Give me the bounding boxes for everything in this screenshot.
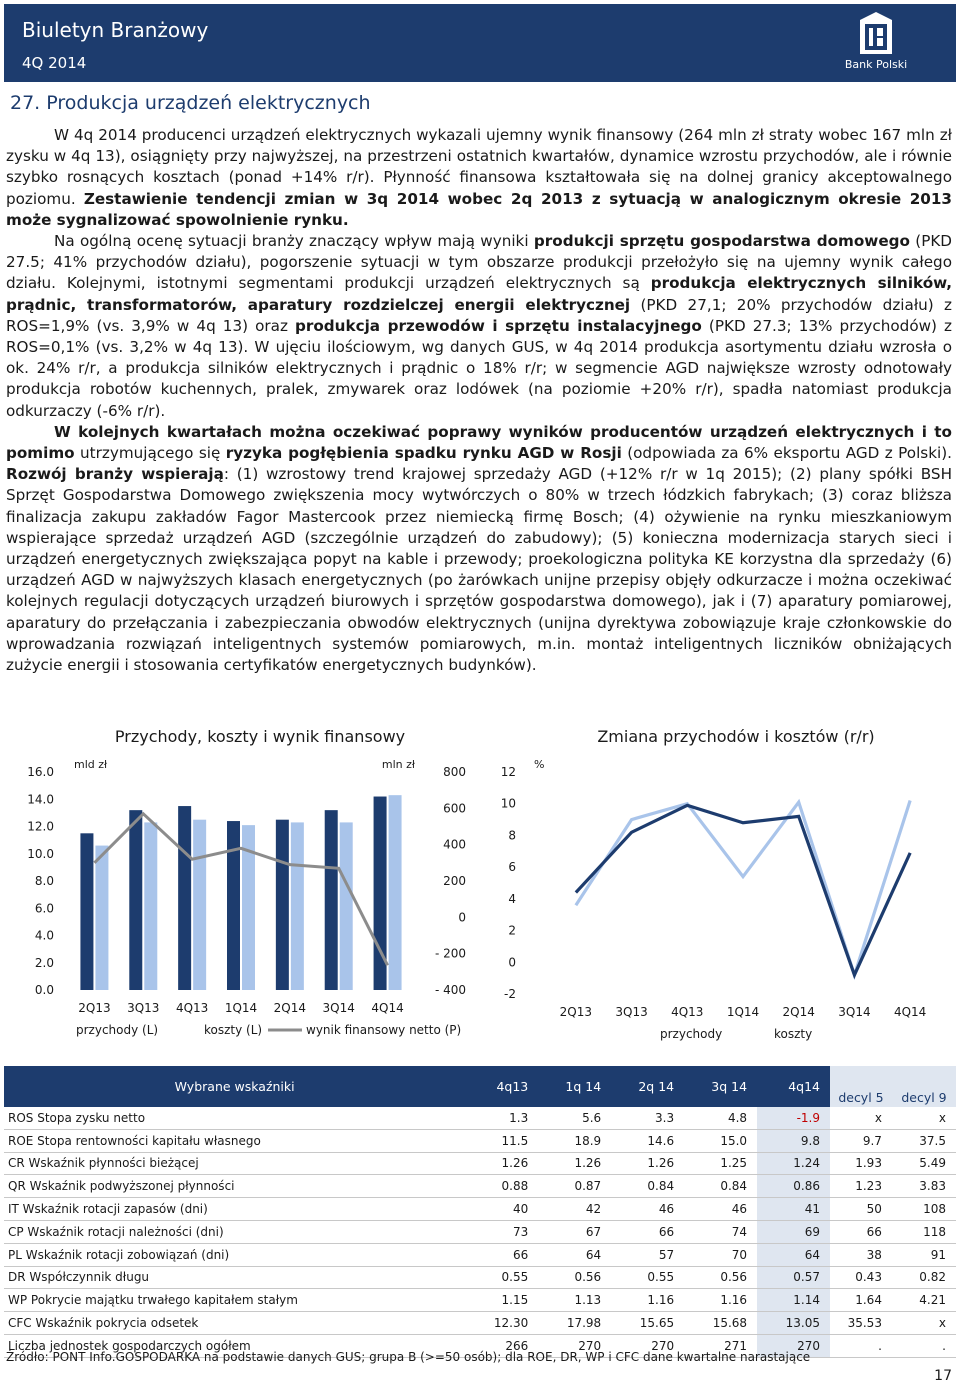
- x-axis-tick-label: 2Q13: [559, 1005, 593, 1019]
- bar-costs: [389, 795, 402, 990]
- right-axis-tick-label: 600: [443, 801, 466, 816]
- x-axis-tick-label: 2Q14: [782, 1005, 815, 1019]
- indicator-value: 266: [465, 1334, 538, 1357]
- indicator-value: 37.5: [892, 1129, 956, 1152]
- chart-title: Przychody, koszty i wynik finansowy: [114, 727, 406, 746]
- indicator-value: 5.6: [538, 1107, 611, 1129]
- x-axis-tick-label: 4Q13: [671, 1005, 704, 1019]
- bar-revenue: [325, 810, 338, 990]
- indicator-name: IT Wskaźnik rotacji zapasów (dni): [4, 1198, 465, 1221]
- table-row: [4, 1129, 956, 1152]
- bar-revenue: [178, 806, 191, 990]
- indicator-value: 14.6: [611, 1129, 684, 1152]
- indicator-value: 1.93: [830, 1152, 892, 1175]
- indicator-value: 3.83: [892, 1175, 956, 1198]
- left-axis-tick-label: 16.0: [27, 765, 54, 779]
- indicator-value: 66: [465, 1243, 538, 1266]
- indicator-value: 1.24: [757, 1152, 830, 1175]
- bar-revenue: [276, 820, 289, 990]
- paragraph: Na ogólną ocenę sytuacji branży znaczący wpływ mają wyniki produkcji sprzętu gospodarstwa domowego (PKD 27.5; 41% przychodów działu), pogorszenie sytuacji w tym obszarze produkcji przełożyło się na ujemny wynik całego działu. Kolejnymi, istotnymi segmentami produkcji urządzeń elektrycznych są produkcja elektrycznych silników, prądnic, transformatorów, aparatury rozdzielczej energii elektrycznej (PKD 27,1; 20% przychodów działu) z ROS=1,9% (vs. 3,9% w 4q 13) oraz produkcja przewodów i sprzętu instalacyjnego (PKD 27.3; 13% przychodów) z ROS=0,1% (vs. 3,2% w 4q 13). W ujęciu ilościowym, wg danych GUS, w 4q 2014 produkcja asortymentu działu wzrosła o ok. 24% r/r, a produkcja silników elektrycznych i prądnic o 18% r/r; w segmencie AGD największe wzrosty odnotowały produkcja robotów kuchennych, pralek, zmywarek oraz lodówek (na poziomie +20% r/r), spadła natomiast produkcja odkurzaczy (-6% r/r).: [6, 232, 953, 420]
- indicator-value: 1.26: [465, 1152, 538, 1175]
- indicator-value: 13.05: [757, 1312, 830, 1335]
- indicator-value: 50: [830, 1198, 892, 1221]
- y-axis-tick-label: 12: [500, 765, 516, 779]
- indicator-name: WP Pokrycie majątku trwałego kapitałem stałym: [4, 1289, 465, 1312]
- indicators-table: [4, 1066, 956, 1358]
- x-axis-tick-label: 4Q13: [175, 1001, 209, 1015]
- indicator-value: 270: [757, 1334, 830, 1357]
- indicator-value: 0.84: [611, 1175, 684, 1198]
- left-axis-tick-label: 12.0: [27, 819, 54, 834]
- right-axis-tick-label: 0: [458, 910, 466, 925]
- indicator-name: ROE Stopa rentowności kapitału własnego: [4, 1129, 465, 1152]
- right-axis-tick-label: - 200: [434, 946, 466, 961]
- y-axis-unit: %: [534, 758, 545, 771]
- y-axis-tick-label: 4: [508, 891, 516, 906]
- indicator-value: 66: [611, 1220, 684, 1243]
- indicator-value: 0.87: [538, 1175, 611, 1198]
- y-axis-tick-label: 8: [508, 828, 516, 843]
- bar-revenue: [227, 821, 240, 990]
- indicator-value: 18.9: [538, 1129, 611, 1152]
- indicator-name: CP Wskaźnik rotacji należności (dni): [4, 1220, 465, 1243]
- legend-revenue: przychody (L): [76, 1023, 159, 1037]
- indicator-value: 1.25: [684, 1152, 757, 1175]
- header-indicators: Wybrane wskaźniki: [4, 1066, 465, 1107]
- bulletin-title: Biuletyn Branżowy: [22, 18, 209, 42]
- indicator-value: 91: [892, 1243, 956, 1266]
- indicator-value: 270: [611, 1334, 684, 1357]
- indicator-value: 74: [684, 1220, 757, 1243]
- indicator-value: 0.84: [684, 1175, 757, 1198]
- paragraph: W kolejnych kwartałach można oczekiwać poprawy wyników producentów urządzeń elektrycznych i to pomimo utrzymującego się ryzyka pogłębienia spadku rynku AGD w Rosji (odpowiada za 6% eksportu AGD z Polski). Rozwój branży wspierają: (1) wzrostowy trend krajowej sprzedaży AGD (+12% r/r w 1q 2015); (2) plany spółki BSH Sprzęt Gospodarstwa Domowego zwiększenia mocy wytwórczych o 80% w trzech łódzkich fabrykach; (3) coraz bliższa finalizacja zakupu zakładów Fagor Mastercook przez niemiecką firmę Bosch; (4) ożywienie na rynku mieszkaniowym wspierające sprzedaż urządzeń AGD (szczególnie urządzeń do zabudowy); (5) konieczna modernizacja starych sieci i urządzeń energetycznych zwiększająca popyt na kable i przewody; proekologiczna polityka KE korzystna dla sprzedaży (6) urządzeń AGD w najwyższych klasach energetycznych (po żarówkach unijne przepisy objęły odkurzacze i można oczekiwać kolejnych regulacji dotyczących urządzeń biurowych i sprzętów gospodarstwa domowego), jak i (7) aparatury pomiarowej, aparatury do przełączania i zabezpieczania obwodów elektrycznych (unijna dyrektywa zobowiązuje kraje członkowskie do wprowadzania rozwiązań inteligentnych systemów pomiarowych, m.in. montaż inteligentnych liczników obniżających zużycie energii i stosowania certyfikatów energetycznych budynków).: [6, 422, 952, 675]
- table-header-row: [4, 1066, 956, 1107]
- indicator-name: ROS Stopa zysku netto: [4, 1107, 465, 1129]
- bar-revenue: [129, 810, 142, 990]
- header-3q14: 3q 14: [684, 1066, 757, 1107]
- indicator-value: 57: [611, 1243, 684, 1266]
- x-axis-tick-label: 4Q14: [371, 1001, 404, 1015]
- indicator-value: .: [830, 1334, 892, 1357]
- legend-result: wynik finansowy netto (P): [306, 1023, 462, 1037]
- x-axis-tick-label: 1Q14: [726, 1005, 760, 1019]
- left-axis-tick-label: 10.0: [27, 846, 54, 861]
- y-axis-tick-label: 10: [500, 796, 516, 811]
- indicator-value: 1.3: [465, 1107, 538, 1129]
- indicator-value: 40: [465, 1198, 538, 1221]
- legend-costs: koszty: [774, 1027, 813, 1041]
- y-axis-tick-label: 2: [508, 923, 516, 938]
- indicator-value: 15.68: [684, 1312, 757, 1335]
- charts-area: [0, 716, 960, 1056]
- x-axis-tick-label: 2Q14: [273, 1001, 307, 1015]
- indicator-value: 67: [538, 1220, 611, 1243]
- y-axis-tick-label: 0: [508, 955, 516, 970]
- page-number: 17: [934, 1368, 952, 1384]
- table-row: [4, 1175, 956, 1198]
- x-axis-tick-label: 4Q14: [893, 1005, 927, 1019]
- indicator-name: QR Wskaźnik podwyższonej płynności: [4, 1175, 465, 1198]
- table-row: [4, 1107, 956, 1129]
- indicator-value: 1.13: [538, 1289, 611, 1312]
- indicator-value: 1.16: [684, 1289, 757, 1312]
- x-axis-tick-label: 3Q14: [322, 1001, 355, 1015]
- indicator-value: 271: [684, 1334, 757, 1357]
- indicator-value: x: [830, 1107, 892, 1129]
- indicator-value: 1.64: [830, 1289, 892, 1312]
- header-2q14: 2q 14: [611, 1066, 684, 1107]
- indicator-value: -1.9: [757, 1107, 830, 1129]
- indicator-name: CFC Wskaźnik pokrycia odsetek: [4, 1312, 465, 1335]
- indicator-value: 73: [465, 1220, 538, 1243]
- indicator-value: 108: [892, 1198, 956, 1221]
- bar-costs: [340, 822, 353, 990]
- left-axis-unit: mld zł: [74, 758, 108, 771]
- paragraph: W 4q 2014 producenci urządzeń elektrycznych wykazali ujemny wynik finansowy (264 mln zł straty wobec 167 mln zł zysku w 4q 13), osiągnięty przy najwyższej, na przestrzeni ostatnich kwartałów, dynamice wzrostu przychodów, ale i równie szybko rosnących kosztach (ponad +14% r/r). Płynność finansowa kształtowała się na dolnej granicy akceptowalnego poziomu. Zestawienie tendencji zmian w 3q 2014 wobec 2q 2013 z sytuacją w analogicznym okresie 2013 może sygnalizować spowolnienie rynku.: [6, 126, 953, 229]
- indicator-value: 1.23: [830, 1175, 892, 1198]
- indicator-value: 1.15: [465, 1289, 538, 1312]
- bank-logo: [816, 10, 936, 78]
- x-axis-tick-label: 3Q13: [615, 1005, 648, 1019]
- indicator-value: x: [892, 1312, 956, 1335]
- right-axis-tick-label: 400: [443, 837, 466, 852]
- indicator-name: Liczba jednostek gospodarczych ogółem: [4, 1334, 465, 1357]
- indicator-value: x: [892, 1107, 956, 1129]
- table-row: [4, 1152, 956, 1175]
- indicator-value: 15.65: [611, 1312, 684, 1335]
- indicator-value: 1.14: [757, 1289, 830, 1312]
- indicator-value: 41: [757, 1198, 830, 1221]
- bulletin-period: 4Q 2014: [22, 54, 87, 72]
- indicator-value: .: [892, 1334, 956, 1357]
- bank-name: Bank Polski: [844, 58, 908, 71]
- indicator-value: 0.43: [830, 1266, 892, 1289]
- line-costs-change: [576, 801, 910, 975]
- header-1q14: 1q 14: [538, 1066, 611, 1107]
- left-axis-tick-label: 4.0: [34, 928, 54, 943]
- legend-revenue: przychody: [660, 1027, 723, 1041]
- right-axis-tick-label: 200: [443, 874, 466, 888]
- table-row: [4, 1312, 956, 1335]
- legend-costs: koszty (L): [204, 1023, 263, 1037]
- table-row: [4, 1220, 956, 1243]
- y-axis-tick-label: -2: [504, 987, 516, 1001]
- indicator-value: 70: [684, 1243, 757, 1266]
- indicator-value: 17.98: [538, 1312, 611, 1335]
- indicator-value: 4.8: [684, 1107, 757, 1129]
- indicator-value: 15.0: [684, 1129, 757, 1152]
- table-row: [4, 1243, 956, 1266]
- left-axis-tick-label: 8.0: [34, 874, 54, 888]
- x-axis-tick-label: 3Q14: [838, 1005, 871, 1019]
- source-note: Źródło: PONT Info.GOSPODARKA na podstawie danych GUS; grupa B (>=50 osób); dla ROE, DR, WP i CFC dane kwartalne narastające: [6, 1350, 811, 1364]
- bar-revenue: [80, 833, 93, 990]
- indicator-value: 0.55: [465, 1266, 538, 1289]
- right-axis-unit: mln zł: [381, 758, 415, 771]
- indicator-value: 0.86: [757, 1175, 830, 1198]
- indicator-value: 64: [757, 1243, 830, 1266]
- indicator-value: 0.88: [465, 1175, 538, 1198]
- bar-costs: [193, 820, 206, 990]
- indicator-value: 9.7: [830, 1129, 892, 1152]
- chart-revenue-costs-result: [27, 727, 466, 1037]
- indicator-value: 0.56: [538, 1266, 611, 1289]
- indicator-value: 69: [757, 1220, 830, 1243]
- header-decyl-9: decyl 9: [892, 1066, 956, 1107]
- section-title: 27. Produkcja urządzeń elektrycznych: [10, 92, 371, 114]
- header-4q14: 4q14: [757, 1066, 830, 1107]
- left-axis-tick-label: 2.0: [34, 955, 54, 970]
- y-axis-tick-label: 6: [508, 860, 516, 875]
- header-decyl-5: decyl 5: [830, 1066, 892, 1107]
- indicator-value: 1.26: [538, 1152, 611, 1175]
- indicator-name: CR Wskaźnik płynności bieżącej: [4, 1152, 465, 1175]
- indicator-name: DR Współczynnik długu: [4, 1266, 465, 1289]
- left-axis-tick-label: 0.0: [34, 983, 54, 997]
- indicator-value: 11.5: [465, 1129, 538, 1152]
- indicator-value: 35.53: [830, 1312, 892, 1335]
- indicator-value: 0.56: [684, 1266, 757, 1289]
- table-row: [4, 1266, 956, 1289]
- indicator-value: 64: [538, 1243, 611, 1266]
- chart-title: Zmiana przychodów i kosztów (r/r): [597, 727, 875, 746]
- indicator-value: 42: [538, 1198, 611, 1221]
- indicator-value: 46: [611, 1198, 684, 1221]
- bar-costs: [95, 846, 108, 990]
- table-row: [4, 1289, 956, 1312]
- indicator-value: 9.8: [757, 1129, 830, 1152]
- indicator-value: 46: [684, 1198, 757, 1221]
- indicator-value: 12.30: [465, 1312, 538, 1335]
- indicator-value: 1.16: [611, 1289, 684, 1312]
- body-text: [6, 125, 952, 676]
- chart-yoy-change: [501, 727, 927, 1041]
- indicator-value: 270: [538, 1334, 611, 1357]
- header-bar: [4, 4, 956, 82]
- indicator-value: 0.82: [892, 1266, 956, 1289]
- right-axis-tick-label: 800: [443, 765, 466, 779]
- x-axis-tick-label: 3Q13: [127, 1001, 160, 1015]
- table-row: [4, 1198, 956, 1221]
- indicator-value: 66: [830, 1220, 892, 1243]
- header-4q13: 4q13: [465, 1066, 538, 1107]
- bar-costs: [144, 822, 157, 990]
- bar-costs: [291, 822, 304, 990]
- indicator-value: 3.3: [611, 1107, 684, 1129]
- pko-emblem-icon: [856, 10, 896, 56]
- right-axis-tick-label: - 400: [434, 983, 466, 997]
- indicator-value: 1.26: [611, 1152, 684, 1175]
- left-axis-tick-label: 14.0: [27, 792, 54, 807]
- indicator-value: 38: [830, 1243, 892, 1266]
- x-axis-tick-label: 2Q13: [78, 1001, 111, 1015]
- indicator-name: PL Wskaźnik rotacji zobowiązań (dni): [4, 1243, 465, 1266]
- indicator-value: 5.49: [892, 1152, 956, 1175]
- x-axis-tick-label: 1Q14: [224, 1001, 258, 1015]
- left-axis-tick-label: 6.0: [34, 901, 54, 916]
- indicator-value: 0.57: [757, 1266, 830, 1289]
- indicator-value: 4.21: [892, 1289, 956, 1312]
- indicator-value: 0.55: [611, 1266, 684, 1289]
- indicator-value: 118: [892, 1220, 956, 1243]
